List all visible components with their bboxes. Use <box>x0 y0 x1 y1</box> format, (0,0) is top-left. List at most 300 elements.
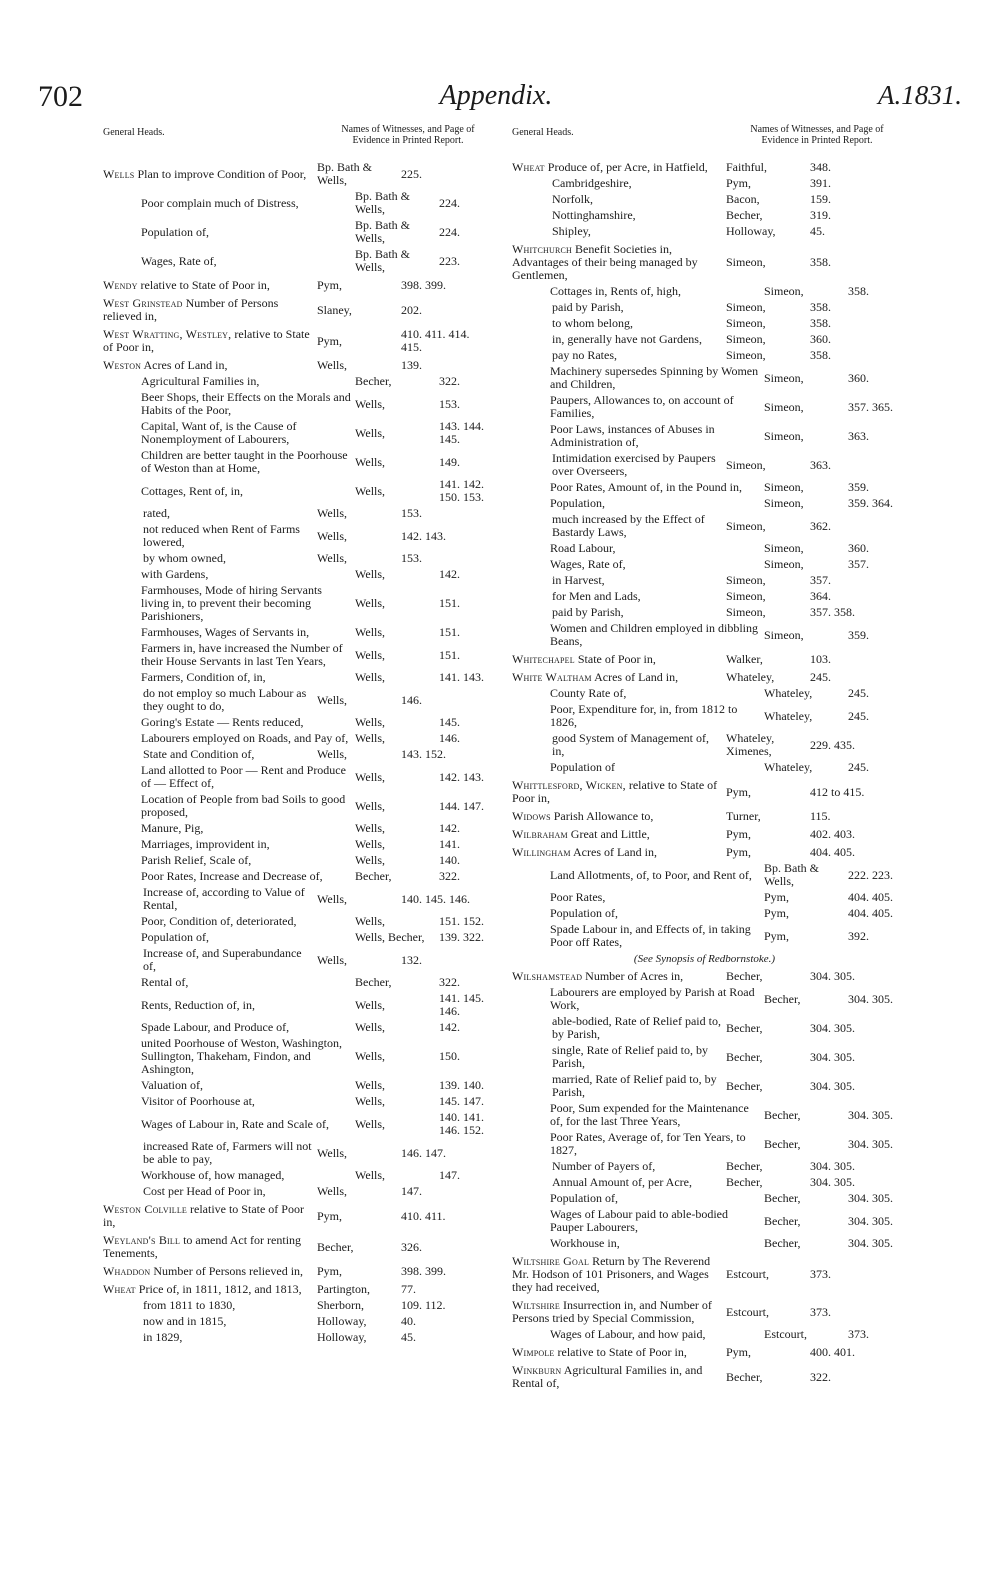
index-entry <box>512 1176 897 1189</box>
entry-pages: 151. <box>439 625 460 639</box>
entry-main-head: Weston <box>103 358 142 372</box>
entry-subject: Workhouse of, how managed, <box>141 1168 285 1182</box>
entry-heading <box>103 716 351 729</box>
entry-witness: Wells, <box>355 483 386 498</box>
entry-subject: Rents, Reduction of, in, <box>141 997 255 1012</box>
entry-pages: 150. <box>439 1049 460 1063</box>
entry-subject: Labourers employed on Roads, and Pay of, <box>141 731 349 745</box>
entry-heading <box>103 1299 313 1312</box>
index-entry <box>512 365 897 391</box>
index-entry <box>512 1015 897 1041</box>
entry-heading <box>512 1237 760 1250</box>
entry-subject: Paupers, Allowances to, on account of Families, <box>550 393 734 420</box>
entry-pages: 404. 405. <box>848 906 893 920</box>
index-entry <box>512 1255 897 1294</box>
index-entry <box>103 420 488 446</box>
entry-pages: 145. 147. <box>439 1094 484 1108</box>
entry-heading <box>103 748 313 761</box>
entry-subject: relative to State of Poor in, <box>103 327 310 354</box>
index-entry <box>512 1102 897 1128</box>
entry-subject: with Gardens, <box>141 567 209 581</box>
entry-heading <box>512 365 760 391</box>
index-entry <box>103 219 488 245</box>
entry-pages: 357. 365. <box>848 399 893 414</box>
entry-pages: 322. <box>439 975 460 989</box>
entry-witness: Becher, <box>764 991 801 1006</box>
index-entry <box>103 190 488 216</box>
entry-pages: 142. 143. <box>439 769 484 784</box>
left-column <box>103 124 488 1534</box>
entry-subject: Increase of, and Superabundance of, <box>143 946 302 973</box>
index-entry <box>512 558 897 571</box>
entry-heading <box>103 1169 351 1182</box>
entry-pages: 304. 305. <box>848 1213 893 1228</box>
entry-witness: Simeon, <box>764 284 804 298</box>
index-entry <box>103 478 488 504</box>
entry-heading <box>512 542 760 555</box>
index-entry <box>103 748 488 761</box>
entry-witness: Wells, <box>317 506 348 520</box>
entry-pages: 398. 399. <box>401 1264 446 1278</box>
entry-witness: Pym, <box>726 176 752 190</box>
entry-pages: 151. <box>439 647 460 662</box>
entry-heading <box>512 687 760 700</box>
entry-subject: Poor Laws, instances of Abuses in Administration of, <box>550 422 715 449</box>
index-entry <box>512 1364 897 1390</box>
entry-heading <box>512 209 722 222</box>
index-entry <box>103 248 488 274</box>
entry-subject: do not employ so much Labour as they ought to do, <box>143 686 307 713</box>
entry-subject: Land allotted to Poor — Rent and Produce of — Effect of, <box>141 763 346 790</box>
entry-witness: Whateley, Ximenes, <box>726 731 775 758</box>
entry-pages: 359. <box>848 627 869 642</box>
entry-witness: Simeon, <box>764 627 804 642</box>
entry-pages: 358. <box>810 255 831 269</box>
entry-pages: 400. 401. <box>810 1345 855 1359</box>
entry-witness: Simeon, <box>726 457 766 472</box>
entry-witness: Whateley, <box>764 708 813 723</box>
entry-witness: Simeon, <box>726 605 766 619</box>
entry-heading <box>512 243 722 282</box>
entry-witness: Whateley, <box>764 760 813 774</box>
entry-heading <box>103 523 313 549</box>
entry-witness: Simeon, <box>764 557 804 571</box>
index-entry <box>103 279 488 292</box>
entry-witness: Estcourt, <box>726 1304 769 1319</box>
entry-heading <box>512 225 722 238</box>
entry-heading <box>512 1176 722 1189</box>
entry-heading <box>103 507 313 520</box>
entry-heading <box>103 822 351 835</box>
entry-subject: Spade Labour, and Produce of, <box>141 1020 290 1034</box>
entry-subject: Wages of Labour in, Rate and Scale of, <box>141 1116 329 1131</box>
entry-pages: 404. 405. <box>848 890 893 904</box>
entry-heading <box>512 301 722 314</box>
entry-heading <box>512 161 722 174</box>
entry-pages: 153. <box>401 506 422 520</box>
index-entry <box>512 970 897 983</box>
index-entry <box>103 1140 488 1166</box>
entry-subject: Insurrection in, and Number of Persons tried by Special Commission, <box>512 1298 712 1325</box>
entry-pages: 304. 305. <box>848 1136 893 1151</box>
entry-witness: Turner, <box>726 809 761 823</box>
index-entry <box>103 642 488 668</box>
entry-heading <box>103 732 351 745</box>
entry-pages: 143. 152. <box>401 747 446 761</box>
entry-main-head: Weston Colville <box>103 1202 187 1216</box>
entry-witness: Wells, <box>355 396 386 411</box>
entry-pages: 322. <box>810 1369 831 1384</box>
entry-pages: 140. 145. 146. <box>401 891 470 906</box>
entry-subject: paid by Parish, <box>552 300 624 314</box>
entry-pages: 202. <box>401 302 422 317</box>
index-entry <box>512 846 897 859</box>
entry-subject: Number of Payers of, <box>552 1159 656 1173</box>
entry-subject: Manure, Pig, <box>141 821 204 835</box>
entry-heading <box>512 497 760 510</box>
entry-witness: Becher, <box>764 1107 801 1122</box>
index-entry <box>103 375 488 388</box>
index-entry <box>103 732 488 745</box>
index-entry <box>512 1328 897 1341</box>
entry-subject: Marriages, improvident in, <box>141 837 270 851</box>
entry-witness: Wells, <box>355 625 386 639</box>
entry-heading <box>512 1015 722 1041</box>
general-heads-label: General Heads. <box>103 127 165 138</box>
entry-witness: Wells, <box>355 647 386 662</box>
index-entry <box>103 1203 488 1229</box>
entry-pages: 410. 411. <box>401 1208 446 1223</box>
entry-witness: Pym, <box>317 278 343 292</box>
entry-witness: Simeon, <box>764 496 804 510</box>
column-header <box>103 124 488 156</box>
entry-witness: Wells, <box>317 528 348 543</box>
index-entry <box>512 1346 897 1359</box>
entry-witness: Becher, <box>355 975 392 989</box>
entry-heading <box>103 375 351 388</box>
entry-subject: for Men and Lads, <box>552 589 641 603</box>
entry-heading <box>512 317 722 330</box>
index-entry <box>512 779 897 805</box>
entry-heading <box>512 606 722 619</box>
entry-main-head: Whaddon <box>103 1264 151 1278</box>
index-entry <box>103 915 488 928</box>
entry-subject: rated, <box>143 506 170 520</box>
entry-subject: Farmhouses, Wages of Servants in, <box>141 625 310 639</box>
index-entry <box>103 931 488 944</box>
entry-heading <box>103 1095 351 1108</box>
entry-pages: 348. <box>810 160 831 174</box>
entry-pages: 222. 223. <box>848 867 893 882</box>
entry-subject: Price of, in 1811, 1812, and 1813, <box>138 1282 302 1296</box>
entry-witness: Simeon, <box>764 370 804 385</box>
entry-heading <box>512 1328 760 1341</box>
entry-heading <box>103 1118 351 1131</box>
entry-witness: Wells, <box>355 853 386 867</box>
entry-subject: Women and Children employed in dibbling Beans, <box>550 621 759 648</box>
entry-heading <box>512 869 760 882</box>
entry-heading <box>103 626 351 639</box>
entry-pages: 304. 305. <box>848 1191 893 1205</box>
index-entry <box>512 481 897 494</box>
entry-heading <box>103 687 313 713</box>
entry-witness: Wells, <box>355 715 386 729</box>
entry-witness: Wells, <box>317 747 348 761</box>
entry-witness: Simeon, <box>726 316 766 330</box>
entry-pages: 153. <box>401 551 422 565</box>
entry-heading <box>103 1079 351 1092</box>
index-entry <box>512 1073 897 1099</box>
index-entry <box>103 716 488 729</box>
entry-heading <box>512 923 760 949</box>
entry-witness: Becher, <box>726 969 763 983</box>
entry-pages: 245. <box>848 708 869 723</box>
index-entry <box>103 1037 488 1076</box>
entry-subject: Parish Allowance to, <box>553 809 654 823</box>
right-entry-list <box>512 161 897 1390</box>
entry-pages: 360. <box>848 370 869 385</box>
entry-pages: 373. <box>848 1327 869 1341</box>
section-note: (See Synopsis of Redbornstoke.) <box>633 953 776 965</box>
witness-column-label: Names of Witnesses, and Page of Evidence in Printed Report. <box>341 124 475 146</box>
entry-pages: 103. <box>810 652 831 666</box>
entry-pages: 304. 305. <box>810 1020 855 1035</box>
index-entry <box>103 568 488 581</box>
index-entry <box>103 992 488 1018</box>
entry-subject: united Poorhouse of Weston, Washington, Sullington, Thakeham, Findon, and Ashington, <box>141 1036 342 1076</box>
entry-subject: Wages of Labour paid to able-bodied Pauper Labourers, <box>550 1207 728 1234</box>
entry-subject: Poor Rates, <box>550 890 606 904</box>
entry-main-head: Widows <box>512 809 551 823</box>
entry-pages: 77. <box>401 1282 416 1296</box>
entry-witness: Wells, <box>317 692 348 707</box>
entry-heading <box>512 193 722 206</box>
entry-main-head: Weyland's Bill <box>103 1233 181 1247</box>
entry-subject: Acres of Land in, <box>573 845 657 859</box>
entry-witness: Whateley, <box>726 670 775 684</box>
entry-witness: Becher, <box>355 374 392 388</box>
witness-column-label: Names of Witnesses, and Page of Evidence in Printed Report. <box>750 124 884 146</box>
entry-subject: Population of <box>550 760 615 774</box>
entry-heading <box>512 622 760 648</box>
entry-subject: Population of, <box>141 224 209 239</box>
index-entry <box>103 584 488 623</box>
index-entry <box>512 923 897 949</box>
index-entry <box>103 1021 488 1034</box>
entry-main-head: Winkburn <box>512 1363 562 1377</box>
index-entry <box>512 177 897 190</box>
index-entry <box>512 986 897 1012</box>
index-entry <box>103 976 488 989</box>
entry-subject: Children are better taught in the Poorhouse of Weston than at Home, <box>141 448 348 475</box>
entry-witness: Pym, <box>764 890 790 904</box>
entry-heading <box>512 423 760 449</box>
entry-pages: 304. 305. <box>810 1175 855 1189</box>
entry-heading <box>103 1021 351 1034</box>
entry-pages: 45. <box>401 1330 416 1344</box>
entry-subject: Great and Little, <box>570 827 650 841</box>
entry-pages: 304. 305. <box>810 1049 855 1064</box>
entry-heading <box>512 1364 722 1390</box>
entry-heading <box>103 1185 313 1198</box>
index-entry <box>512 1237 897 1250</box>
entry-pages: 319. <box>810 208 831 222</box>
index-entry <box>103 297 488 323</box>
index-entry <box>103 359 488 372</box>
index-entry <box>512 687 897 700</box>
entry-subject: Visitor of Poorhouse at, <box>141 1094 255 1108</box>
entry-subject: Capital, Want of, is the Cause of Nonemployment of Labourers, <box>141 419 297 446</box>
index-entry <box>512 209 897 222</box>
entry-witness: Simeon, <box>764 541 804 555</box>
entry-witness: Estcourt, <box>764 1327 807 1341</box>
index-entry <box>512 317 897 330</box>
index-entry <box>103 1095 488 1108</box>
entry-subject: much increased by the Effect of Bastardy Laws, <box>552 512 705 539</box>
entry-witness: Wells, <box>355 798 386 813</box>
entry-witness: Estcourt, <box>726 1267 769 1281</box>
entry-pages: 153. <box>439 396 460 411</box>
entry-subject: Poor Rates, Amount of, in the Pound in, <box>550 480 742 494</box>
index-entry <box>103 391 488 417</box>
entry-subject: Norfolk, <box>552 192 593 206</box>
index-entry <box>512 1131 897 1157</box>
entry-pages: 146. 147. <box>401 1145 446 1160</box>
entry-heading <box>103 1331 313 1344</box>
index-entry <box>512 301 897 314</box>
entry-subject: Road Labour, <box>550 541 616 555</box>
entry-pages: 45. <box>810 224 825 238</box>
entry-witness: Wells, <box>317 1184 348 1198</box>
entry-subject: Shipley, <box>552 224 591 238</box>
entry-subject: in 1829, <box>143 1330 183 1344</box>
entry-pages: 304. 305. <box>810 969 855 983</box>
entry-witness: Partington, <box>317 1282 370 1296</box>
entry-witness: Pym, <box>726 784 752 799</box>
entry-witness: Wells, <box>355 1020 386 1034</box>
entry-subject: Poor complain much of Distress, <box>141 195 299 210</box>
entry-witness: Becher, <box>355 869 392 883</box>
entry-heading <box>103 279 313 292</box>
entry-witness: Pym, <box>726 827 752 841</box>
entry-main-head: Wimpole <box>512 1345 555 1359</box>
entry-witness: Simeon, <box>764 428 804 443</box>
index-entry <box>103 161 488 187</box>
entry-witness: Simeon, <box>726 573 766 587</box>
index-entry <box>512 243 897 282</box>
entry-heading <box>103 255 351 268</box>
entry-witness: Pym, <box>726 1345 752 1359</box>
index-entry <box>512 622 897 648</box>
entry-subject: Land Allotments, of, to Poor, and Rent of, <box>550 867 752 882</box>
entry-pages: 404. 405. <box>810 845 855 859</box>
index-entry <box>512 810 897 823</box>
entry-heading <box>103 552 313 565</box>
entry-subject: in, generally have not Gardens, <box>552 332 702 346</box>
entry-pages: 229. 435. <box>810 737 855 752</box>
entry-witness: Simeon, <box>726 589 766 603</box>
entry-heading <box>512 1192 760 1205</box>
entry-heading <box>512 574 722 587</box>
entry-witness: Holloway, <box>317 1314 367 1328</box>
index-entry <box>512 542 897 555</box>
entry-witness: Simeon, <box>726 300 766 314</box>
entry-subject: able-bodied, Rate of Relief paid to, by Parish, <box>552 1014 721 1041</box>
entry-pages: 139. 322. <box>439 930 484 944</box>
entry-witness: Bp. Bath & Wells, <box>355 247 411 274</box>
entry-heading <box>512 349 722 362</box>
index-entry <box>512 761 897 774</box>
entry-subject: Location of People from bad Soils to good proposed, <box>141 792 346 819</box>
entry-pages: 142. 143. <box>401 528 446 543</box>
index-entry <box>103 1111 488 1137</box>
entry-witness: Becher, <box>764 1213 801 1228</box>
entry-witness: Simeon, <box>764 480 804 494</box>
entry-pages: 304. 305. <box>848 991 893 1006</box>
entry-heading <box>103 485 351 498</box>
entry-witness: Slaney, <box>317 302 352 317</box>
entry-pages: 363. <box>848 428 869 443</box>
entry-witness: Bp. Bath & Wells, <box>317 160 373 187</box>
entry-heading <box>512 1044 722 1070</box>
entry-pages: 145. <box>439 715 460 729</box>
index-entry <box>512 907 897 920</box>
entry-main-head: Wells <box>103 166 135 181</box>
entry-main-head: Whittlesford, Wicken, <box>512 778 626 792</box>
entry-heading <box>512 1102 760 1128</box>
entry-heading <box>512 1131 760 1157</box>
index-entry <box>103 886 488 912</box>
entry-heading <box>512 779 722 805</box>
entry-subject: Poor Rates, Average of, for Ten Years, to 1827, <box>550 1130 746 1157</box>
index-entry <box>103 671 488 684</box>
index-entry <box>512 671 897 684</box>
index-entry <box>512 732 897 758</box>
index-entry <box>512 653 897 666</box>
entry-heading <box>103 1140 313 1166</box>
entry-witness: Becher, <box>726 1078 763 1093</box>
index-entry <box>103 1169 488 1182</box>
index-entry <box>512 1160 897 1173</box>
entry-subject: married, Rate of Relief paid to, by Parish, <box>552 1072 717 1099</box>
index-entry <box>512 513 897 539</box>
entry-witness: Bp. Bath & Wells, <box>764 861 820 888</box>
entry-heading <box>103 197 351 210</box>
entry-subject: Agricultural Families in, <box>141 374 260 388</box>
entry-heading <box>512 1208 760 1234</box>
entry-heading <box>512 828 722 841</box>
entry-pages: 304. 305. <box>810 1159 855 1173</box>
entry-heading <box>512 481 760 494</box>
index-entry <box>512 590 897 603</box>
entry-pages: 142. <box>439 1020 460 1034</box>
entry-heading <box>103 931 351 944</box>
entry-pages: 322. <box>439 374 460 388</box>
entry-pages: 40. <box>401 1314 416 1328</box>
index-entry <box>103 1185 488 1198</box>
entry-subject: paid by Parish, <box>552 605 624 619</box>
entry-witness: Whateley, <box>764 686 813 700</box>
entry-subject: Annual Amount of, per Acre, <box>552 1175 692 1189</box>
entry-heading <box>512 986 760 1012</box>
entry-witness: Pym, <box>764 928 790 943</box>
index-entry <box>512 349 897 362</box>
entry-heading <box>103 1265 313 1278</box>
entry-witness: Wells, <box>355 837 386 851</box>
entry-subject: not reduced when Rent of Farms lowered, <box>143 522 300 549</box>
entry-pages: 224. <box>439 224 460 239</box>
entry-heading <box>512 846 722 859</box>
